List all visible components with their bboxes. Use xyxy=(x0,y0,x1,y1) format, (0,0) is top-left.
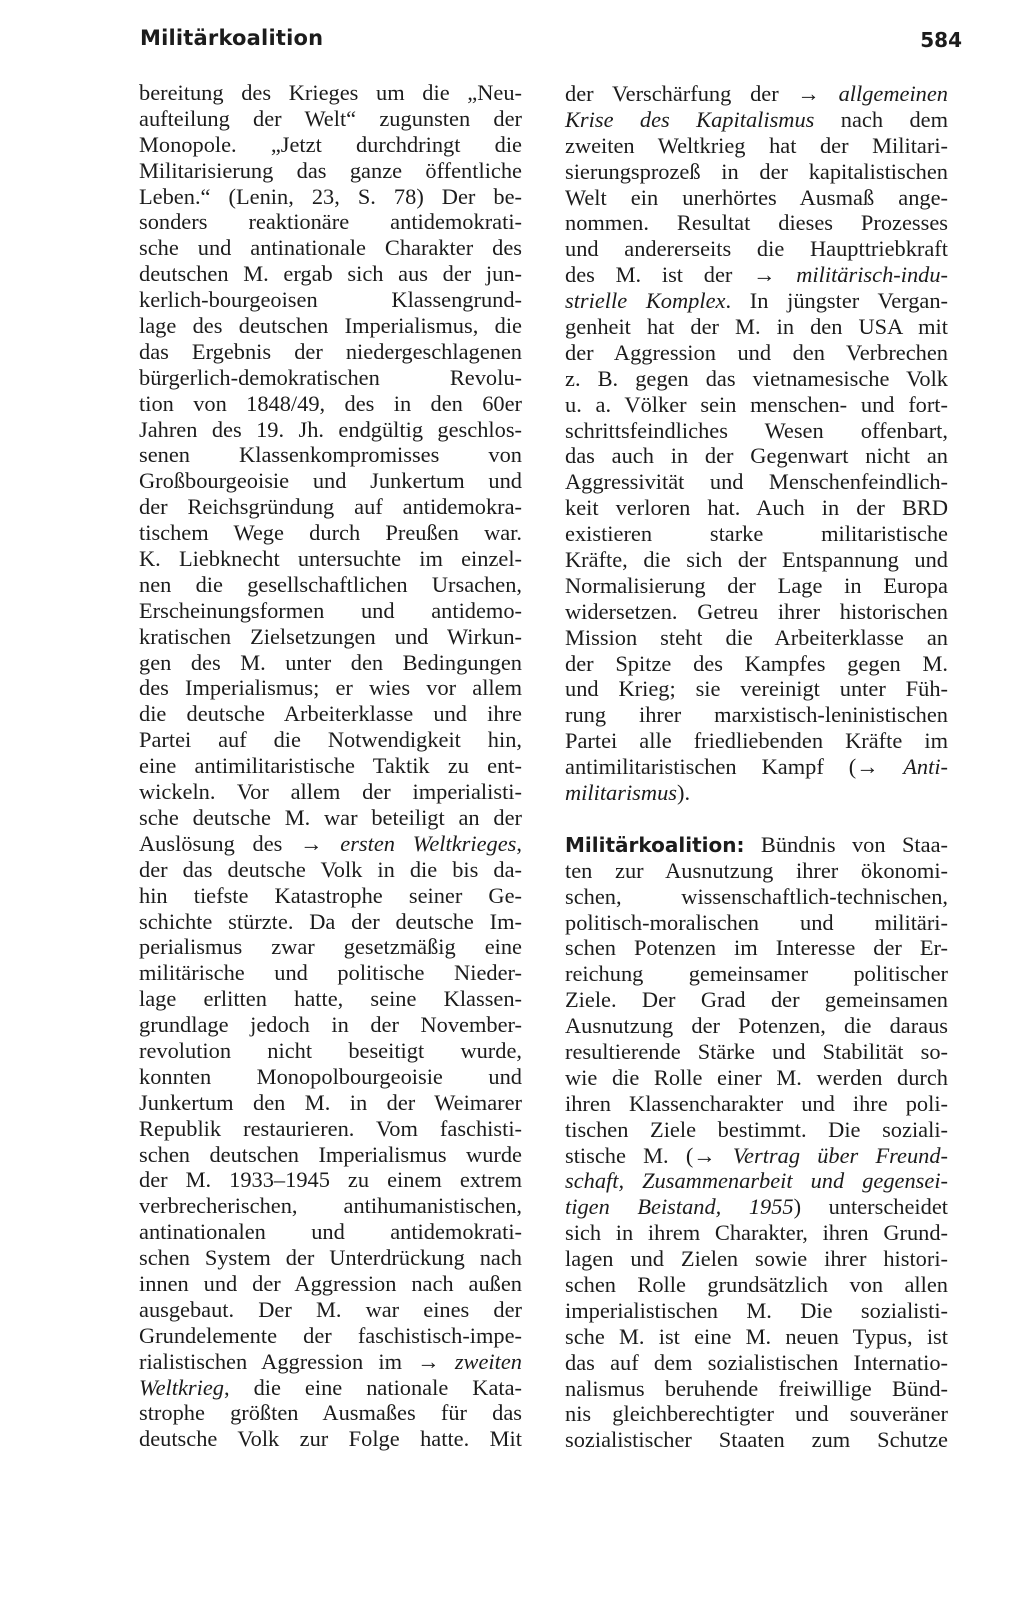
cross-reference: tigen Beistand, 1955 xyxy=(565,1194,794,1220)
line-text: deutsche Volk zur Folge hatte. Mit xyxy=(139,1426,522,1452)
text-line xyxy=(139,1038,522,1064)
line-text: das auf dem sozialistischen Internatio- xyxy=(565,1349,948,1375)
text-line xyxy=(139,106,522,132)
line-text: Ziele. Der Grad der gemeinsamen xyxy=(565,987,948,1013)
text-line xyxy=(565,443,948,469)
line-text: zweiten Weltkrieg hat der Militari- xyxy=(565,132,948,158)
line-text: hin tiefste Katastrophe seiner Ge- xyxy=(139,882,522,908)
cross-reference: schaft, Zusammenarbeit und gegensei- xyxy=(565,1168,948,1194)
line-text: ihren Klassencharakter und ihre poli- xyxy=(565,1090,948,1116)
text-line xyxy=(565,469,948,495)
line-text: der das deutsche Volk in die bis da- xyxy=(139,856,522,882)
line-text: Junkertum den M. in der Weimarer xyxy=(139,1089,522,1115)
text-line xyxy=(139,727,522,753)
line-text: , die eine nationale Kata- xyxy=(223,1374,522,1400)
line-text: Partei alle friedliebenden Kräfte im xyxy=(565,728,948,754)
text-line xyxy=(139,184,522,210)
left-column xyxy=(139,80,522,1452)
cross-reference: → Anti- xyxy=(856,754,948,780)
line-text: ) unterscheidet xyxy=(793,1194,949,1220)
line-text: sche deutsche M. war beteiligt an der xyxy=(139,804,522,830)
line-text: nis gleichberechtigter und souveräner xyxy=(565,1401,948,1427)
text-line xyxy=(565,625,948,651)
entry-first-line-text: Bündnis von Staa- xyxy=(744,831,948,857)
text-line xyxy=(565,288,948,314)
text-line xyxy=(139,80,522,106)
line-text: Normalisierung der Lage in Europa xyxy=(565,572,948,598)
line-text: schen Rolle grundsätzlich von allen xyxy=(565,1271,948,1297)
page-number: 584 xyxy=(920,28,962,52)
line-text: ausgebaut. Der M. war eines der xyxy=(139,1296,522,1322)
text-line xyxy=(139,1116,522,1142)
line-text: genheit hat der M. in den USA mit xyxy=(565,314,948,340)
line-text: schen deutschen Imperialismus wurde xyxy=(139,1141,522,1167)
text-line xyxy=(565,159,948,185)
line-text: K. Liebknecht untersuchte im einzel- xyxy=(139,546,522,572)
text-line xyxy=(139,287,522,313)
line-text: imperialistischen M. Die sozialisti- xyxy=(565,1297,948,1323)
cross-reference: → Vertrag über Freund- xyxy=(693,1142,948,1168)
text-line xyxy=(139,1349,522,1375)
line-text: schrittsfeindliches Wesen offenbart, xyxy=(565,417,948,443)
text-line xyxy=(565,935,948,961)
line-text: die deutsche Arbeiterklasse und ihre xyxy=(139,701,522,727)
text-line xyxy=(565,780,948,806)
line-text: Kräfte, die sich der Entspannung und xyxy=(565,547,948,573)
text-line xyxy=(565,1246,948,1272)
text-line xyxy=(565,418,948,444)
line-text: politisch-moralischen und militäri- xyxy=(565,909,948,935)
line-text: des Imperialismus; er wies vor allem xyxy=(139,675,522,701)
line-text: antimilitaristischen Kampf ( xyxy=(565,754,857,780)
line-text: bereitung des Krieges um die „Neu- xyxy=(139,80,522,105)
line-text: aufteilung der Welt“ zugunsten der xyxy=(139,105,522,131)
line-text: innen und der Aggression nach außen xyxy=(139,1270,522,1296)
text-line xyxy=(139,986,522,1012)
text-line xyxy=(565,1298,948,1324)
text-line xyxy=(565,1065,948,1091)
line-text: u. a. Völker sein menschen- und fort- xyxy=(565,391,948,417)
line-text: resultierende Stärke und Stabilität so- xyxy=(565,1038,948,1064)
text-line xyxy=(565,107,948,133)
cross-reference: → militärisch-indu- xyxy=(753,262,948,288)
line-text: reichung gemeinsamer politischer xyxy=(565,961,948,987)
text-line xyxy=(565,1117,948,1143)
text-line xyxy=(139,572,522,598)
text-line xyxy=(565,1272,948,1298)
text-line xyxy=(139,1064,522,1090)
line-text: ten zur Ausnutzung ihrer ökonomi- xyxy=(565,857,948,883)
text-line xyxy=(565,651,948,677)
cross-reference: militarismus xyxy=(565,780,677,806)
text-line xyxy=(565,521,948,547)
line-text: grundlage jedoch in der November- xyxy=(139,1012,522,1038)
text-line xyxy=(139,1142,522,1168)
text-line xyxy=(565,910,948,936)
text-line xyxy=(139,805,522,831)
line-text: widersetzen. Getreu ihrer historischen xyxy=(565,598,948,624)
line-text: sonders reaktionäre antidemokrati- xyxy=(139,209,522,235)
text-line xyxy=(139,1167,522,1193)
line-text: Großbourgeoisie und Junkertum und xyxy=(139,468,522,494)
line-text: Mission steht die Arbeiterklasse an xyxy=(565,624,948,650)
text-line xyxy=(565,262,948,288)
text-line xyxy=(565,1376,948,1402)
line-text: rung ihrer marxistisch-leninistischen xyxy=(565,702,948,728)
line-text: Aggressivität und Menschenfeindlich- xyxy=(565,469,948,495)
text-line xyxy=(139,831,522,857)
line-text: Ausnutzung der Potenzen, die daraus xyxy=(565,1013,948,1039)
line-text: Jahren des 19. Jh. endgültig geschlos- xyxy=(139,416,522,442)
text-line xyxy=(139,598,522,624)
text-line xyxy=(565,340,948,366)
cross-reference: → zweiten xyxy=(417,1348,522,1374)
line-text: kratischen Zielsetzungen und Wirkun- xyxy=(139,623,522,649)
line-text: kerlich-bourgeoisen Klassengrund- xyxy=(139,287,522,313)
line-text: strophe größten Ausmaßes für das xyxy=(139,1400,522,1426)
right-column xyxy=(565,81,948,1453)
line-text: militärische und politische Nieder- xyxy=(139,960,522,986)
line-text: wie die Rolle einer M. werden durch xyxy=(565,1064,948,1090)
text-line xyxy=(565,1013,948,1039)
text-line xyxy=(565,495,948,521)
line-text: Leben.“ (Lenin, 23, S. 78) Der be- xyxy=(139,183,522,209)
text-line xyxy=(565,1039,948,1065)
text-line xyxy=(565,133,948,159)
text-line xyxy=(139,132,522,158)
text-line xyxy=(139,1219,522,1245)
line-text: und andererseits die Haupttriebkraft xyxy=(565,236,948,262)
text-line xyxy=(139,235,522,261)
text-line xyxy=(565,987,948,1013)
line-text: z. B. gegen das vietnamesische Volk xyxy=(565,365,948,391)
line-text: perialismus zwar gesetzmäßig eine xyxy=(139,934,522,960)
text-line xyxy=(139,1090,522,1116)
line-text: schen System der Unterdrückung nach xyxy=(139,1245,522,1271)
line-text: sche M. ist eine M. neuen Typus, ist xyxy=(565,1323,948,1349)
line-text: und Krieg; sie vereinigt unter Füh- xyxy=(565,676,948,702)
line-text: Welt ein unerhörtes Ausmaß ange- xyxy=(565,184,948,210)
text-line xyxy=(565,1194,948,1220)
text-line xyxy=(139,261,522,287)
line-text: existieren starke militaristische xyxy=(565,521,948,547)
text-line xyxy=(565,1220,948,1246)
line-text: konnten Monopolbourgeoisie und xyxy=(139,1063,522,1089)
line-text: Militarisierung das ganze öffentliche xyxy=(139,157,522,183)
line-text: rialistischen Aggression im xyxy=(139,1348,418,1374)
text-line xyxy=(565,1350,948,1376)
running-head-title: Militärkoalition xyxy=(140,26,324,50)
line-text: nalismus beruhende freiwillige Bünd- xyxy=(565,1375,948,1401)
line-text: schichte stürzte. Da der deutsche Im- xyxy=(139,908,522,934)
text-line xyxy=(565,754,948,780)
line-text: nach dem xyxy=(814,106,948,132)
text-line xyxy=(139,391,522,417)
text-line xyxy=(139,857,522,883)
text-line xyxy=(565,858,948,884)
text-line xyxy=(139,909,522,935)
line-text: eine antimilitaristische Taktik zu ent- xyxy=(139,753,522,779)
line-text: verbrecherischen, antihumanistischen, xyxy=(139,1193,522,1219)
line-text: Grundelemente der faschistisch-impe- xyxy=(139,1322,522,1348)
text-line xyxy=(565,884,948,910)
text-line xyxy=(139,494,522,520)
line-text: ). xyxy=(676,780,691,806)
text-line xyxy=(565,1324,948,1350)
text-line xyxy=(565,676,948,702)
line-text: lage des deutschen Imperialismus, die xyxy=(139,313,522,339)
text-line xyxy=(139,701,522,727)
text-line xyxy=(139,365,522,391)
text-line xyxy=(139,1245,522,1271)
text-line xyxy=(565,702,948,728)
entry-spacer xyxy=(565,806,948,832)
text-line xyxy=(139,779,522,805)
text-line xyxy=(139,883,522,909)
line-text: der Spitze des Kampfes gegen M. xyxy=(565,650,948,676)
text-line xyxy=(139,209,522,235)
text-line xyxy=(565,81,948,107)
entry-term: Militärkoalition: xyxy=(565,832,745,857)
line-text: tischen Ziele bestimmt. Die soziali- xyxy=(565,1116,948,1142)
text-line xyxy=(565,573,948,599)
text-line xyxy=(565,1401,948,1427)
text-line xyxy=(139,753,522,779)
line-text: revolution nicht beseitigt wurde, xyxy=(139,1037,522,1063)
line-text: Monopole. „Jetzt durchdringt die xyxy=(139,131,522,157)
line-text: der Aggression und den Verbrechen xyxy=(565,339,948,365)
text-line xyxy=(565,599,948,625)
cross-reference: → allgemeinen xyxy=(797,81,948,106)
text-line xyxy=(139,158,522,184)
line-text: keit verloren hat. Auch in der BRD xyxy=(565,495,948,521)
text-line xyxy=(139,675,522,701)
text-line xyxy=(139,339,522,365)
text-line xyxy=(565,961,948,987)
text-line xyxy=(565,1091,948,1117)
cross-reference: Krise des Kapitalismus xyxy=(565,106,815,132)
text-line xyxy=(565,1427,948,1453)
text-line xyxy=(139,934,522,960)
text-line xyxy=(139,1426,522,1452)
line-text: der Reichsgründung auf antidemokra- xyxy=(139,494,522,520)
text-line xyxy=(139,417,522,443)
text-line xyxy=(139,1375,522,1401)
text-line xyxy=(139,1012,522,1038)
line-text: das Ergebnis der niedergeschlagenen xyxy=(139,338,522,364)
line-text: der Verschärfung der xyxy=(565,81,798,106)
text-line xyxy=(139,520,522,546)
text-line xyxy=(565,314,948,340)
text-line xyxy=(139,1271,522,1297)
text-line xyxy=(565,547,948,573)
line-text: sche und antinationale Charakter des xyxy=(139,235,522,261)
line-text: lagen und Zielen sowie ihrer histori- xyxy=(565,1246,948,1272)
line-text: Erscheinungsformen und antidemo- xyxy=(139,597,522,623)
line-text: Partei auf die Notwendigkeit hin, xyxy=(139,727,522,753)
line-text: , xyxy=(516,830,522,856)
line-text: tischem Wege durch Preußen war. xyxy=(139,520,522,546)
line-text: stische M. ( xyxy=(565,1142,694,1168)
text-line xyxy=(565,1143,948,1169)
line-text: deutschen M. ergab sich aus der jun- xyxy=(139,261,522,287)
text-line xyxy=(565,1168,948,1194)
line-text: schen, wissenschaftlich-technischen, xyxy=(565,883,948,909)
text-line xyxy=(139,1193,522,1219)
line-text: das auch in der Gegenwart nicht an xyxy=(565,443,948,469)
text-line xyxy=(565,392,948,418)
line-text: sierungsprozeß in der kapitalistischen xyxy=(565,158,948,184)
text-line xyxy=(139,1297,522,1323)
line-text: gen des M. unter den Bedingungen xyxy=(139,649,522,675)
text-line xyxy=(565,210,948,236)
line-text: sozialistischer Staaten zum Schutze xyxy=(565,1427,948,1453)
line-text: tion von 1848/49, des in den 60er xyxy=(139,390,522,416)
text-line xyxy=(139,1400,522,1426)
text-line xyxy=(139,960,522,986)
text-line xyxy=(139,442,522,468)
line-text: lage erlitten hatte, seine Klassen- xyxy=(139,986,522,1012)
text-line xyxy=(139,1323,522,1349)
cross-reference: strielle Komplex xyxy=(565,288,726,314)
line-text: senen Klassenkompromisses von xyxy=(139,442,522,468)
line-text: antinationalen und antidemokrati- xyxy=(139,1219,522,1245)
line-text: nen die gesellschaftlichen Ursachen, xyxy=(139,571,522,597)
line-text: . In jüngster Vergan- xyxy=(725,288,948,314)
line-text: Republik restaurieren. Vom faschisti- xyxy=(139,1115,522,1141)
entry-first-line xyxy=(565,832,948,858)
line-text: bürgerlich-demokratischen Revolu- xyxy=(139,364,522,390)
right-column-continuation xyxy=(565,81,948,806)
line-text: Auslösung des xyxy=(139,830,301,856)
text-line xyxy=(565,728,948,754)
line-text: der M. 1933–1945 zu einem extrem xyxy=(139,1167,522,1193)
text-line xyxy=(139,546,522,572)
line-text: des M. ist der xyxy=(565,262,754,288)
text-line xyxy=(565,236,948,262)
text-line xyxy=(139,650,522,676)
line-text: schen Potenzen im Interesse der Er- xyxy=(565,935,948,961)
line-text: sich in ihrem Charakter, ihren Grund- xyxy=(565,1220,948,1246)
line-text: wickeln. Vor allem der imperialisti- xyxy=(139,779,522,805)
text-line xyxy=(139,313,522,339)
entry-body xyxy=(565,858,948,1453)
text-line xyxy=(139,624,522,650)
cross-reference: → ersten Weltkrieges xyxy=(300,830,517,856)
text-line xyxy=(139,468,522,494)
cross-reference: Weltkrieg xyxy=(139,1374,224,1400)
text-line xyxy=(565,185,948,211)
line-text: nommen. Resultat dieses Prozesses xyxy=(565,210,948,236)
text-line xyxy=(565,366,948,392)
